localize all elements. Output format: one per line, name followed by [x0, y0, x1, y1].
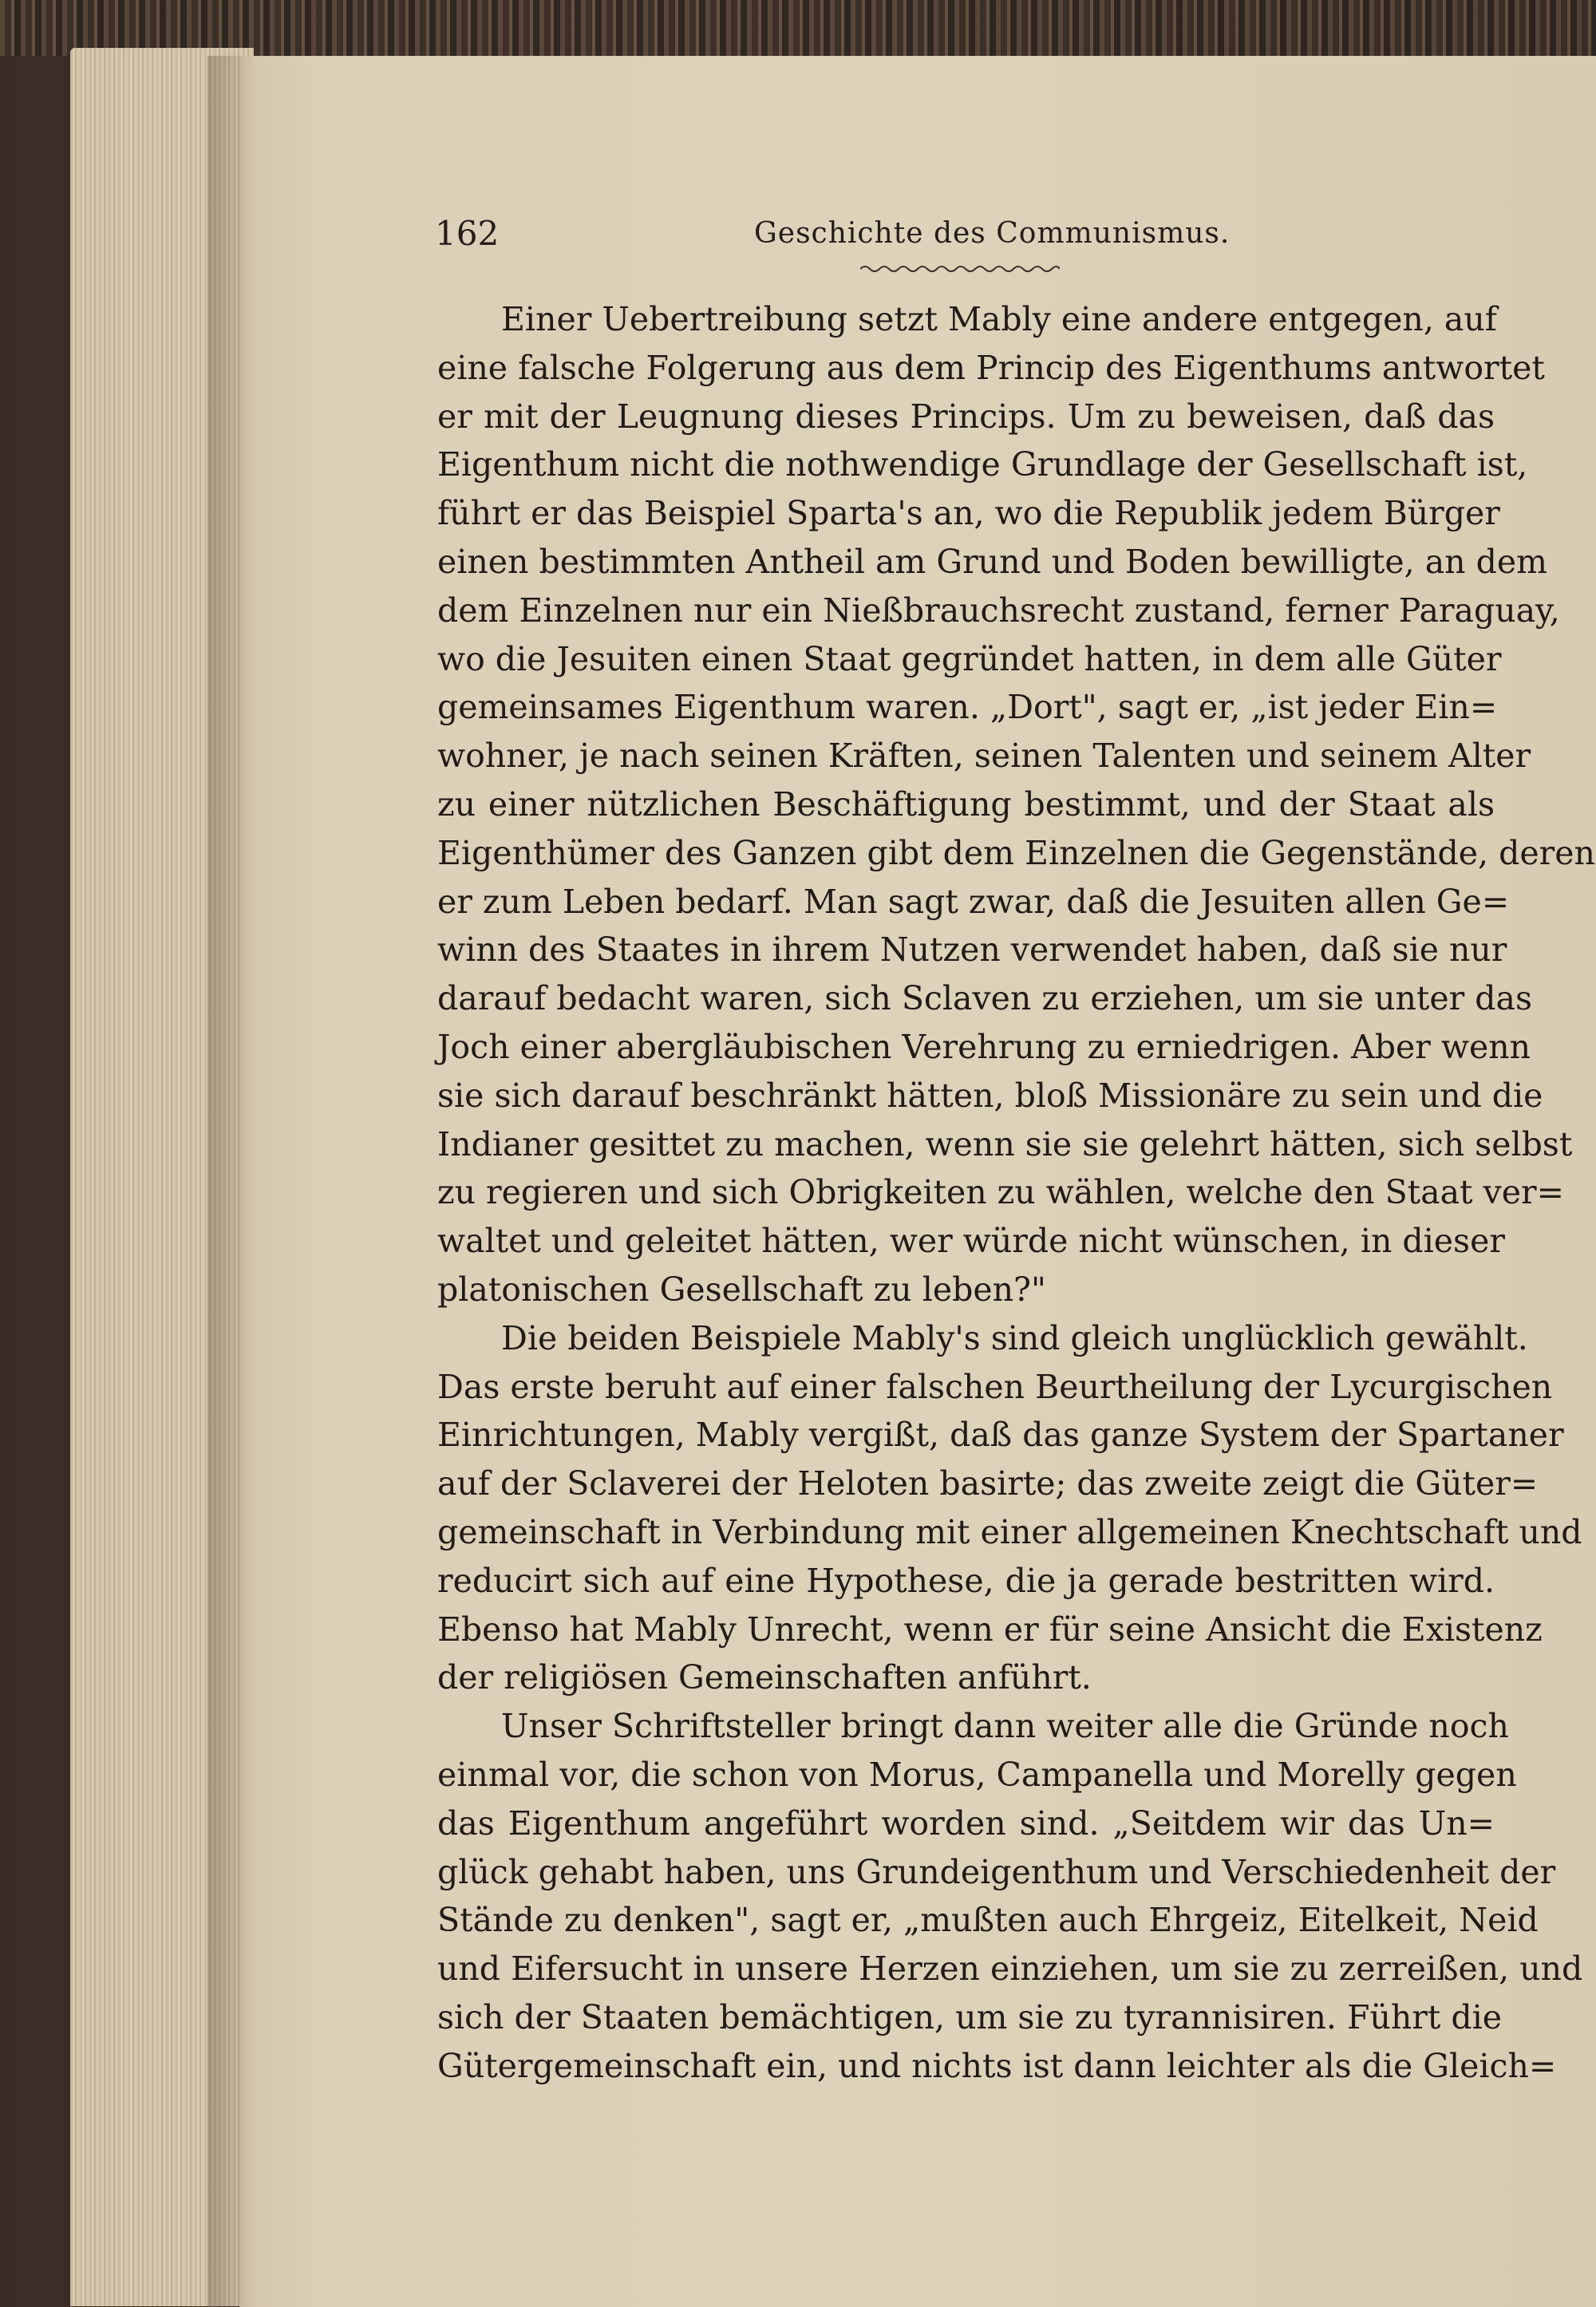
page-header	[435, 214, 1520, 262]
text-line: er mit der Leugnung dieses Princips. Um zu beweisen, daß das	[437, 397, 1495, 436]
text-line: Unser Schriftsteller bringt dann weiter alle die Gründe noch	[501, 1707, 1509, 1746]
text-line: Gütergemeinschaft ein, und nichts ist dann leichter als die Gleich=	[437, 2046, 1557, 2085]
text-line: einmal vor, die schon von Morus, Campanella und Morelly gegen	[437, 1755, 1517, 1794]
text-line: Joch einer abergläubischen Verehrung zu erniedrigen. Aber wenn	[437, 1027, 1531, 1066]
text-line: Eigenthum nicht die nothwendige Grundlage der Gesellschaft ist,	[437, 445, 1528, 484]
text-line: Ebenso hat Mably Unrecht, wenn er für seine Ansicht die Existenz	[437, 1610, 1543, 1649]
text-line: reducirt sich auf eine Hypothese, die ja gerade bestritten wird.	[437, 1561, 1495, 1600]
running-title: Geschichte des Communismus.	[754, 217, 1231, 250]
text-line: einen bestimmten Antheil am Grund und Boden bewilligte, an dem	[437, 542, 1547, 581]
text-line: Einrichtungen, Mably vergißt, daß das ganze System der Spartaner	[437, 1416, 1564, 1455]
text-line: platonischen Gesellschaft zu leben?"	[437, 1270, 1046, 1309]
text-line: waltet und geleitet hätten, wer würde nicht wünschen, in dieser	[437, 1222, 1505, 1261]
text-line: auf der Sclaverei der Heloten basirte; das zweite zeigt die Güter=	[437, 1464, 1539, 1503]
text-line: gemeinschaft in Verbindung mit einer allgemeinen Knechtschaft und	[437, 1512, 1582, 1551]
gutter-shadow	[207, 56, 255, 2307]
text-line: führt er das Beispiel Sparta's an, wo die Republik jedem Bürger	[437, 494, 1500, 533]
text-line: Das erste beruht auf einer falschen Beurtheilung der Lycurgischen	[437, 1367, 1553, 1406]
text-line: wo die Jesuiten einen Staat gegründet hatten, in dem alle Güter	[437, 639, 1502, 678]
text-line: gemeinsames Eigenthum waren. „Dort", sagt er, „ist jeder Ein=	[437, 688, 1498, 727]
text-line: Die beiden Beispiele Mably's sind gleich unglücklich gewählt.	[501, 1318, 1528, 1357]
page-number: 162	[435, 214, 500, 253]
body-text	[437, 295, 1595, 2090]
text-line: er zum Leben bedarf. Man sagt zwar, daß die Jesuiten allen Ge=	[437, 882, 1510, 921]
text-line: wohner, je nach seinen Kräften, seinen Talenten und seinem Alter	[437, 737, 1531, 776]
text-line: der religiösen Gemeinschaften anführt.	[437, 1658, 1092, 1697]
text-line: und Eifersucht in unsere Herzen einziehen, um sie zu zerreißen, und	[437, 1949, 1583, 1989]
text-line: dem Einzelnen nur ein Nießbrauchsrecht zustand, ferner Paraguay,	[437, 591, 1560, 630]
text-line: zu regieren und sich Obrigkeiten zu wählen, welche den Staat ver=	[437, 1173, 1564, 1212]
text-line: eine falsche Folgerung aus dem Princip des Eigenthums antwortet	[437, 348, 1545, 387]
text-line: Indianer gesittet zu machen, wenn sie sie gelehrt hätten, sich selbst	[437, 1124, 1573, 1163]
text-line: zu einer nützlichen Beschäftigung bestimmt, und der Staat als	[437, 784, 1495, 824]
text-line: glück gehabt haben, uns Grundeigenthum und Verschiedenheit der	[437, 1852, 1556, 1891]
text-line: Einer Uebertreibung setzt Mably eine andere entgegen, auf	[501, 300, 1497, 338]
text-line: sie sich darauf beschränkt hätten, bloß Missionäre zu sein und die	[437, 1076, 1543, 1115]
wavy-rule-ornament	[860, 263, 1060, 275]
text-line: Eigenthümer des Ganzen gibt dem Einzelnen die Gegenstände, deren	[437, 833, 1595, 872]
text-line: das Eigenthum angeführt worden sind. „Seitdem wir das Un=	[437, 1803, 1495, 1843]
text-line: darauf bedacht waren, sich Sclaven zu erziehen, um sie unter das	[437, 979, 1533, 1018]
text-line: Stände zu denken", sagt er, „mußten auch Ehrgeiz, Eitelkeit, Neid	[437, 1901, 1539, 1940]
text-line: winn des Staates in ihrem Nutzen verwendet haben, daß sie nur	[437, 930, 1507, 970]
text-line: sich der Staaten bemächtigen, um sie zu tyrannisiren. Führt die	[437, 1997, 1502, 2036]
